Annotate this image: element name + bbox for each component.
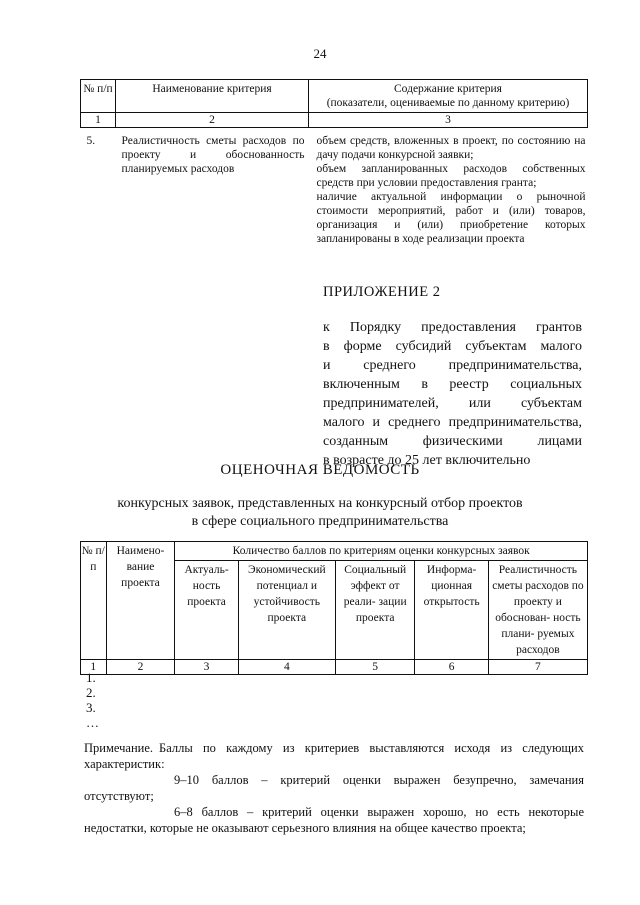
appendix-line: в форме субсидий субъектам малого (323, 339, 582, 354)
evaluation-table (80, 541, 588, 675)
header-score-group: Количество баллов по критериям оценки конкурсных заявок (175, 542, 588, 561)
note (84, 740, 584, 836)
criterion-relevance: Актуаль- ность проекта (175, 561, 238, 660)
sheet-title: ОЦЕНОЧНАЯ ВЕДОМОСТЬ (220, 462, 420, 478)
sheet-subtitle-line: в сфере социального предпринимательства (191, 514, 449, 529)
criterion-budget-realism: Реалистичность сметы расходов по проекту и обоснован- ность плани- руемых расходов (488, 561, 587, 660)
note-label: Примечание. (84, 741, 154, 755)
header-content-line1: Содержание критерия (394, 83, 502, 95)
header-number: № п/п (81, 80, 116, 113)
appendix-line: созданным физическими лицами (323, 434, 582, 449)
row-markers (86, 670, 99, 730)
column-number: 1 (81, 113, 116, 128)
row-marker: 2. (86, 685, 96, 700)
appendix-line: в возрасте до 25 лет включительно (323, 453, 531, 468)
appendix-text (323, 318, 582, 470)
row-marker: 3. (86, 700, 96, 715)
header-project-name: Наимено- вание проекта (106, 542, 175, 660)
column-number: 2 (106, 660, 175, 675)
appendix-line: и среднего предпринимательства, (323, 358, 582, 373)
column-number: 7 (488, 660, 587, 675)
criteria-table-header (81, 80, 588, 113)
sheet-subtitle-line: конкурсных заявок, представленных на конкурсный отбор проектов (117, 496, 523, 511)
appendix-line: к Порядку предоставления грантов (323, 320, 582, 335)
appendix-line: включенным в реестр социальных (323, 377, 582, 392)
criteria-column-numbers (81, 113, 588, 128)
column-number: 6 (415, 660, 488, 675)
column-number: 5 (335, 660, 414, 675)
row-number: 5. (86, 135, 96, 147)
note-intro-paragraph (84, 740, 584, 772)
header-content-line2: (показатели, оцениваемые по данному критерию) (326, 97, 570, 109)
evaluation-table-header (81, 542, 588, 561)
note-item: 9–10 баллов – критерий оценки выражен безупречно, замечания отсутствуют; (84, 773, 584, 803)
criterion-social-effect: Социальный эффект от реали- зации проекта (335, 561, 414, 660)
appendix-line: предпринимателей, или субъектам (323, 396, 582, 411)
header-number: № п/п (81, 542, 107, 660)
appendix-line: малого и среднего предпринимательства, (323, 415, 582, 430)
note-intro: Баллы по каждому из критериев выставляются исходя из следующих характеристик: (84, 741, 584, 771)
sheet-subtitle (0, 495, 640, 531)
column-number: 1 (81, 660, 107, 675)
column-number: 3 (309, 113, 588, 128)
criterion-information-openness: Информа- ционная открытость (415, 561, 488, 660)
column-number: 3 (175, 660, 238, 675)
content-line: объем запланированных расходов собственных средств при условии предоставления гранта; (316, 163, 586, 189)
note-item: 6–8 баллов – критерий оценки выражен хорошо, но есть некоторые недостатки, которые не оказывают серьезного влияния на общее качество проекта; (84, 805, 584, 835)
criterion-economic-potential: Экономический потенциал и устойчивость проекта (238, 561, 335, 660)
row-criterion-content (309, 128, 588, 247)
evaluation-column-numbers (81, 660, 588, 675)
page-number: 24 (313, 46, 327, 61)
row-marker: 1. (86, 670, 96, 685)
row-criterion-name: Реалистичность сметы расходов по проекту и обоснованность планируемых расходов (121, 135, 305, 175)
content-line: наличие актуальной информации о рыночной стоимости мероприятий, работ и (или) товаров, организация и (или) приобретение которых запланированы в ходе реализации проекта (316, 191, 586, 245)
criteria-table (80, 79, 588, 246)
appendix-title: ПРИЛОЖЕНИЕ 2 (323, 284, 441, 300)
header-name: Наименование критерия (116, 80, 309, 113)
header-content (309, 80, 588, 113)
criteria-row (81, 128, 588, 247)
column-number: 4 (238, 660, 335, 675)
column-number: 2 (116, 113, 309, 128)
row-marker: … (86, 715, 99, 730)
content-line: объем средств, вложенных в проект, по состоянию на дачу подачи конкурсной заявки; (316, 135, 586, 161)
